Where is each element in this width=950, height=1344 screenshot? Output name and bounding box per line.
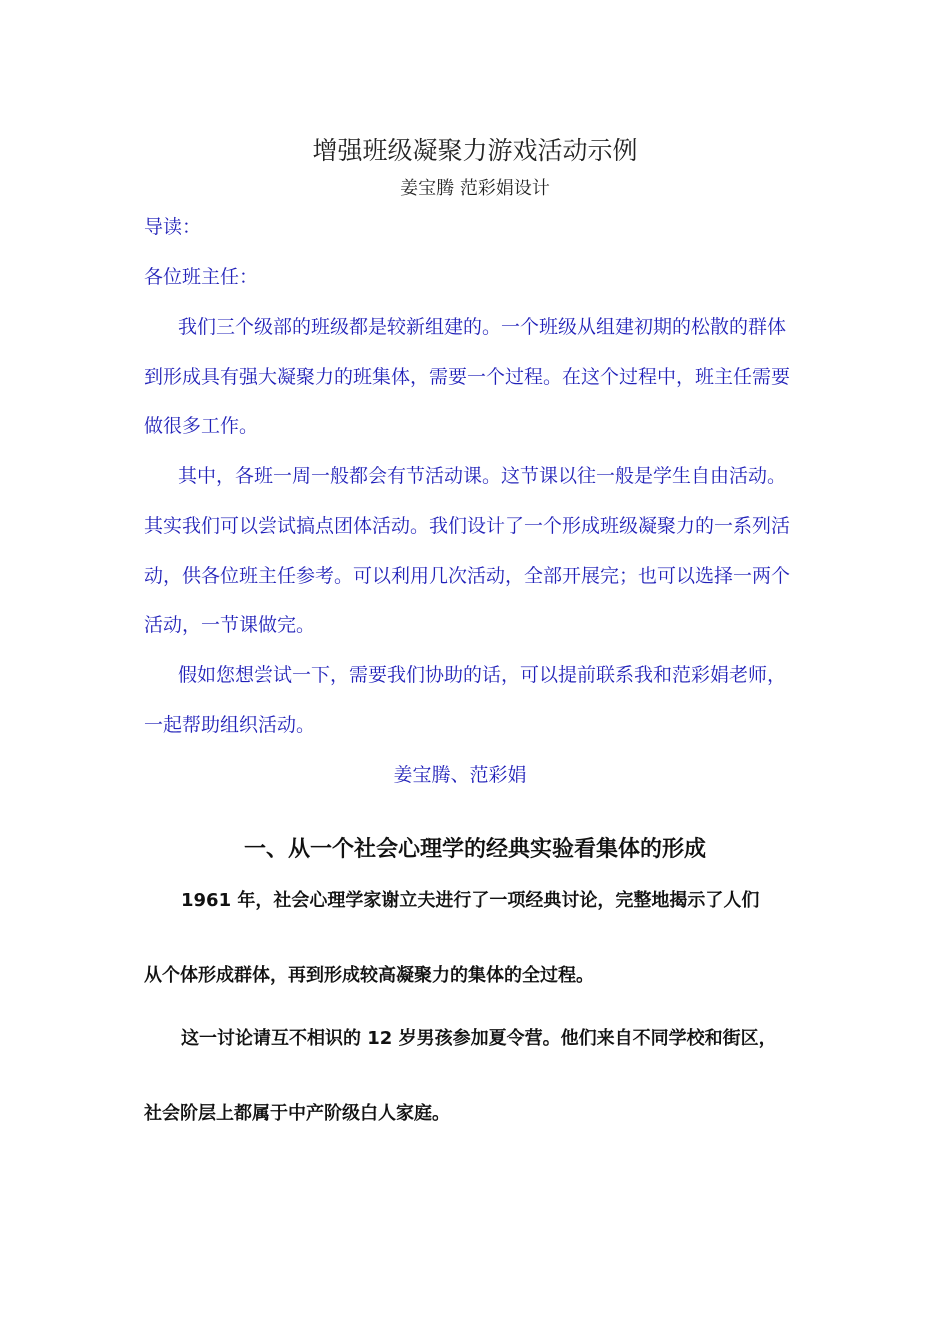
intro-paragraph-1-line-3: 做很多工作。	[144, 415, 259, 437]
intro-paragraph-2-line-4: 活动，一节课做完。	[144, 614, 316, 636]
greeting: 各位班主任：	[144, 266, 259, 288]
intro-paragraph-2-line-2: 其实我们可以尝试搞点团体活动。我们设计了一个形成班级凝聚力的一系列活	[144, 515, 791, 537]
intro-paragraph-2-line-3: 动，供各位班主任参考。可以利用几次活动，全部开展完；也可以选择一两个	[144, 565, 791, 587]
section-heading: 一、从一个社会心理学的经典实验看集体的形成	[243, 837, 706, 862]
section-paragraph-1-line-2: 从个体形成群体，再到形成较高凝聚力的集体的全过程。	[144, 965, 594, 986]
document-authors: 姜宝腾 范彩娟设计	[400, 178, 550, 199]
intro-paragraph-1-line-2: 到形成具有强大凝聚力的班集体，需要一个过程。在这个过程中，班主任需要	[144, 366, 791, 388]
intro-paragraph-3-line-1: 假如您想尝试一下，需要我们协助的话，可以提前联系我和范彩娟老师，	[178, 664, 787, 686]
signature: 姜宝腾、范彩娟	[393, 764, 527, 786]
document-title: 增强班级凝聚力游戏活动示例	[312, 136, 638, 165]
guide-label: 导读：	[144, 216, 202, 238]
section-paragraph-2-line-2: 社会阶层上都属于中产阶级白人家庭。	[144, 1103, 450, 1124]
intro-paragraph-2-line-1: 其中，各班一周一般都会有节活动课。这节课以往一般是学生自由活动。	[178, 465, 787, 487]
section-paragraph-2-line-1: 这一讨论请互不相识的 12 岁男孩参加夏令营。他们来自不同学校和街区，	[181, 1028, 777, 1049]
intro-paragraph-3-line-2: 一起帮助组织活动。	[144, 714, 316, 736]
intro-paragraph-1-line-1: 我们三个级部的班级都是较新组建的。一个班级从组建初期的松散的群体	[178, 316, 787, 338]
section-paragraph-1-line-1: 1961 年，社会心理学家谢立夫进行了一项经典讨论，完整地揭示了人们	[181, 890, 760, 911]
